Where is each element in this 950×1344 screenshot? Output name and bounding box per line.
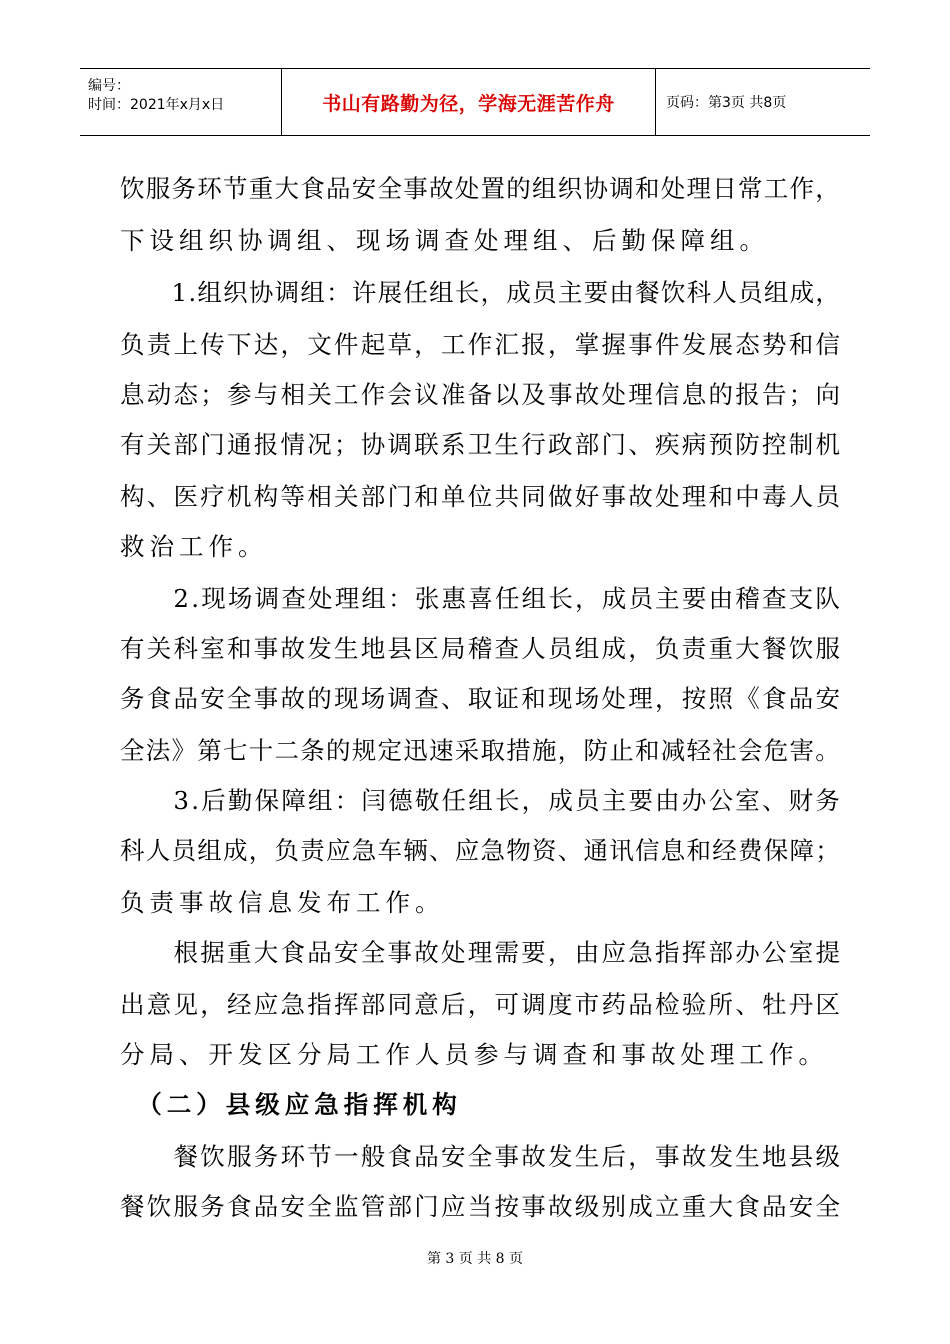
- page-header: [80, 68, 870, 136]
- body-line: 息 动 态 ； 参 与 相 关 工 作 会 议 准 备 以 及 事 故 处 理 信 息 的 报 告 ； 向: [120, 380, 840, 409]
- page-footer: 第 3 页 共 8 页: [426, 1251, 524, 1267]
- header-motto: 书山有路勤为径，学海无涯苦作舟: [322, 92, 615, 115]
- header-motto-cell: [282, 69, 656, 135]
- body-line: 2 . 现 场 调 查 处 理 组 ： 张 惠 喜 任 组 长 ， 成 员 主 要 由 稽 查 支 队: [173, 584, 840, 613]
- document-number-label: 编号：: [88, 78, 130, 94]
- body-line: 负 责 上 传 下 达 ， 文 件 起 草 ， 工 作 汇 报 ， 掌 握 事 件 发 展 态 势 和 信: [120, 330, 840, 359]
- body-line: 餐 饮 服 务 食 品 安 全 监 管 部 门 应 当 按 事 故 级 别 成 立 重 大 食 品 安 全: [120, 1192, 840, 1221]
- body-line: 务 食 品 安 全 事 故 的 现 场 调 查 、 取 证 和 现 场 处 理 ， 按 照 《 食 品 安: [120, 684, 840, 713]
- body-line: 有 关 科 室 和 事 故 发 生 地 县 区 局 稽 查 人 员 组 成 ， 负 责 重 大 餐 饮 服: [120, 634, 840, 663]
- body-line: 构 、 医 疗 机 构 等 相 关 部 门 和 单 位 共 同 做 好 事 故 处 理 和 中 毒 人 员: [120, 482, 840, 511]
- header-page-info: 页码：第3页 共8页: [666, 95, 787, 111]
- body-line: 餐 饮 服 务 环 节 一 般 食 品 安 全 事 故 发 生 后 ， 事 故 发 生 地 县 级: [173, 1142, 840, 1171]
- body-line: 科 人 员 组 成 ， 负 责 应 急 车 辆 、 应 急 物 资 、 通 讯 信 息 和 经 费 保 障 ；: [120, 836, 840, 865]
- section-heading: （二）县级应急指挥机构: [120, 1090, 462, 1119]
- header-meta: [80, 69, 282, 135]
- body-line: 分局、开发区分局工作人员参与调查和事故处理工作。: [120, 1040, 828, 1069]
- body-line: 1 . 组 织 协 调 组 ： 许 展 任 组 长 ， 成 员 主 要 由 餐 饮 科 人 员 组 成 ，: [171, 278, 840, 307]
- body-line: 出 意 见 ， 经 应 急 指 挥 部 同 意 后 ， 可 调 度 市 药 品 检 验 所 、 牡 丹 区: [120, 990, 840, 1019]
- body-line: 负责事故信息发布工作。: [120, 888, 445, 917]
- document-date-label: 时间：2021年x月x日: [88, 97, 225, 113]
- body-line: 全 法 》 第 七 十 二 条 的 规 定 迅 速 采 取 措 施 ， 防 止 和 减 轻 社 会 危 害 。: [120, 736, 840, 765]
- body-line: 下设组织协调组、现场调查处理组、后勤保障组。: [120, 226, 769, 255]
- body-line: 有 关 部 门 通 报 情 况 ； 协 调 联 系 卫 生 行 政 部 门 、 疾 病 预 防 控 制 机: [120, 430, 840, 459]
- body-line: 救治工作。: [120, 532, 268, 561]
- body-line: 饮 服 务 环 节 重 大 食 品 安 全 事 故 处 置 的 组 织 协 调 和 处 理 日 常 工 作 ，: [120, 174, 840, 203]
- body-line: 根 据 重 大 食 品 安 全 事 故 处 理 需 要 ， 由 应 急 指 挥 部 办 公 室 提: [173, 938, 840, 967]
- body-line: 3 . 后 勤 保 障 组 ： 闫 德 敬 任 组 长 ， 成 员 主 要 由 办 公 室 、 财 务: [173, 786, 840, 815]
